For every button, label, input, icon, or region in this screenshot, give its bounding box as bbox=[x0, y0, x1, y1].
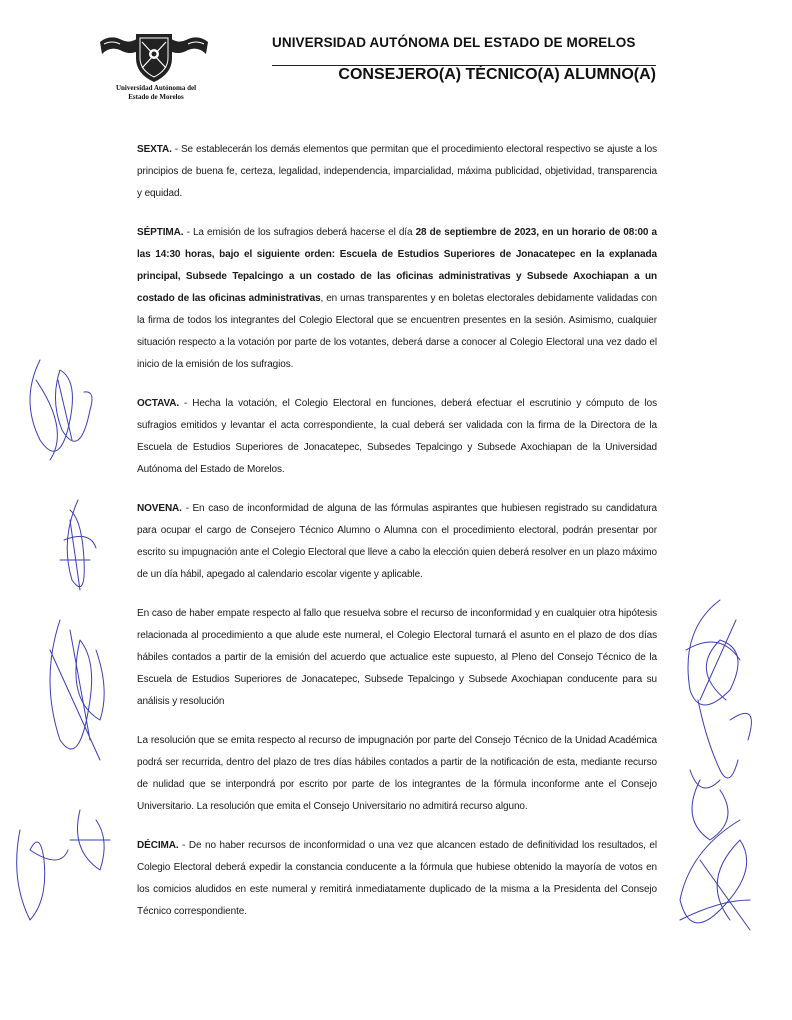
clause-text: - En caso de inconformidad de alguna de las fórmulas aspirantes que hubiesen registrado su candidatura para ocupar el cargo de Consejero Técnico Alumno o Alumna con el procedimiento electoral, podrán presentar por escrito su impugnación ante el Colegio Electoral que lleve a cabo la elección quien deberá resolver en un plazo máximo de un día hábil, apegado al calendario escolar vigente y aplicable. bbox=[137, 503, 657, 580]
clause-octava bbox=[137, 393, 657, 481]
clause-label: SÉPTIMA. bbox=[137, 227, 184, 238]
logo-caption-line2: Estado de Morelos bbox=[128, 93, 184, 101]
signature-mark bbox=[680, 820, 747, 923]
clause-text: , en urnas transparentes y en boletas electorales debidamente validadas con la firma de todos los integrantes del Colegio Electoral que se encuentren presentes en la sesión. Asimismo, cualquier situación respecto a la votación por parte de los votantes, deberá darse a conocer al Colegio Electoral una vez dado el inicio de la emisión de los sufragios. bbox=[137, 293, 657, 370]
signature-mark bbox=[17, 830, 68, 920]
clause-text: - Se establecerán los demás elementos que permitan que el procedimiento electoral respectivo se ajuste a los principios de buena fe, certeza, legalidad, independencia, imparcialidad, máxima publicidad, objetividad, transparencia y equidad. bbox=[137, 144, 657, 199]
paragraph-empate: En caso de haber empate respecto al fallo que resuelva sobre el recurso de inconformidad y en cualquier otra hipótesis relacionada al procedimiento a que alude este numeral, el Colegio Electoral turnará el asunto en el plazo de dos días hábiles contados a partir de la emisión del acuerdo que actualice este supuesto, al Pleno del Consejo Técnico de la Escuela de Estudios Superiores de Jonacatepec, Subsede Tepalcingo y Subsede Axochiapan conducente para su análisis y resolución bbox=[137, 608, 657, 707]
logo-caption-line1: Universidad Autónoma del bbox=[115, 84, 197, 92]
university-title: UNIVERSIDAD AUTÓNOMA DEL ESTADO DE MORELOS bbox=[272, 35, 636, 50]
clause-label: DÉCIMA. bbox=[137, 840, 179, 851]
signature-mark bbox=[50, 620, 104, 749]
signature-mark bbox=[64, 500, 96, 587]
signature-mark bbox=[36, 380, 72, 460]
clause-label: NOVENA. bbox=[137, 503, 182, 514]
document-body bbox=[137, 139, 657, 940]
signature-mark bbox=[70, 810, 110, 870]
signature-mark bbox=[692, 713, 751, 840]
signature-mark bbox=[60, 520, 90, 590]
council-title: CONSEJERO(A) TÉCNICO(A) ALUMNO(A) bbox=[338, 66, 656, 83]
signature-mark bbox=[50, 630, 100, 760]
signature-mark bbox=[30, 360, 92, 451]
clause-septima bbox=[137, 222, 657, 376]
clause-label: SEXTA. bbox=[137, 144, 172, 155]
clause-label: OCTAVA. bbox=[137, 398, 180, 409]
clause-text: - La emisión de los sufragios deberá hacerse el día bbox=[183, 227, 416, 238]
clause-text: - Hecha la votación, el Colegio Electoral en funciones, deberá efectuar el escrutinio y cómputo de los sufragios emitidos y levantar el acta correspondiente, la cual deberá ser validada con la firma de la Directora de la Escuela de Estudios Superiores de Jonacatepec, Subsedes Tepalcingo y Subsede Axochiapan de la Universidad Autónoma del Estado de Morelos. bbox=[137, 398, 657, 475]
clause-emphasis: 28 de septiembre de 2023, en un horario de 08:00 a las 14:30 horas, bajo el siguiente orden: Escuela de Estudios Superiores de Jonacatepec en la explanada principal, Subsede Tepalcingo a un costado de las oficinas administrativas y Subsede Axochiapan a un costado de las oficinas administrativas bbox=[137, 227, 657, 304]
logo-caption bbox=[84, 84, 228, 102]
clause-novena bbox=[137, 498, 657, 586]
signature-mark bbox=[690, 700, 738, 788]
clause-decima bbox=[137, 835, 657, 923]
clause-sexta bbox=[137, 139, 657, 205]
signature-mark bbox=[688, 600, 738, 705]
signature-mark bbox=[680, 860, 750, 930]
paragraph-resolucion: La resolución que se emita respecto al recurso de impugnación por parte del Consejo Técnico de la Unidad Académica podrá ser recurrida, dentro del plazo de tres días hábiles contados a partir de la notificación de esta, mediante recurso de nulidad que se interpondrá por escrito por parte de los integrantes de la fórmula inconforme ante el Consejo Universitario. La resolución que emita el Consejo Universitario no admitirá recurso alguno. bbox=[137, 735, 657, 812]
clause-text: - De no haber recursos de inconformidad o una vez que alcancen estado de definitividad los resultados, el Colegio Electoral deberá expedir la constancia conducente a la fórmula que hubiese obtenido la mayoría de votos en los comicios aludidos en este numeral y remitirá inmediatamente duplicado de la misma a la Presidenta del Consejo Técnico correspondiente. bbox=[137, 840, 657, 917]
signature-mark bbox=[686, 620, 740, 700]
